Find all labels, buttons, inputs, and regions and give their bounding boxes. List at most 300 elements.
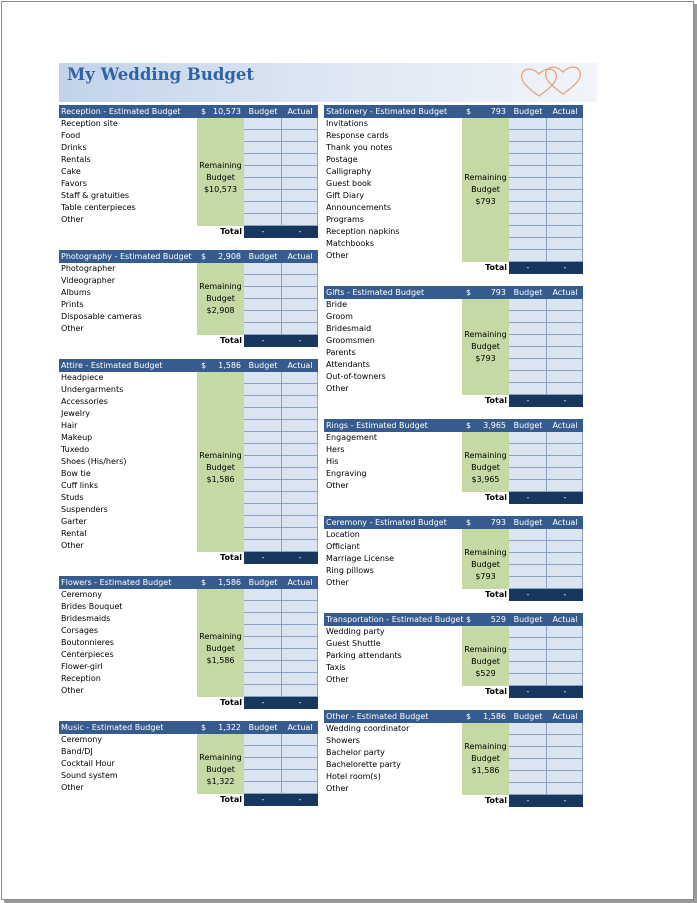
line-item-label: Sound system bbox=[61, 771, 118, 780]
actual-cell[interactable] bbox=[282, 372, 318, 384]
budget-total-cell: - bbox=[509, 795, 547, 807]
budget-row bbox=[59, 299, 318, 311]
section-header bbox=[324, 419, 583, 432]
budget-row bbox=[324, 178, 583, 190]
actual-cell[interactable] bbox=[547, 335, 583, 347]
remaining-label: Remaining bbox=[464, 173, 507, 182]
budget-cell[interactable] bbox=[509, 444, 547, 456]
total-label: Total bbox=[485, 590, 507, 599]
total-row bbox=[324, 589, 583, 601]
actual-cell[interactable] bbox=[547, 662, 583, 674]
line-item-label: Undergarments bbox=[61, 385, 124, 394]
line-item-label: Bridesmaid bbox=[326, 324, 372, 333]
actual-cell[interactable] bbox=[282, 130, 318, 142]
budget-cell[interactable] bbox=[509, 468, 547, 480]
actual-cell[interactable] bbox=[547, 432, 583, 444]
actual-column-header: Actual bbox=[552, 712, 578, 721]
total-row bbox=[59, 335, 318, 347]
actual-cell[interactable] bbox=[282, 214, 318, 226]
total-row bbox=[324, 492, 583, 504]
budget-cell[interactable] bbox=[509, 759, 547, 771]
budget-cell[interactable] bbox=[244, 444, 282, 456]
actual-cell[interactable] bbox=[282, 444, 318, 456]
estimated-amount: 3,965 bbox=[483, 421, 506, 430]
actual-cell[interactable] bbox=[547, 202, 583, 214]
actual-cell[interactable] bbox=[547, 456, 583, 468]
budget-cell[interactable] bbox=[509, 577, 547, 589]
line-item-label: Hers bbox=[326, 445, 345, 454]
budget-cell[interactable] bbox=[509, 674, 547, 686]
actual-cell[interactable] bbox=[282, 649, 318, 661]
budget-row bbox=[59, 311, 318, 323]
budget-cell[interactable] bbox=[509, 299, 547, 311]
actual-cell[interactable] bbox=[282, 504, 318, 516]
actual-cell[interactable] bbox=[547, 166, 583, 178]
line-item-label: Prints bbox=[61, 300, 84, 309]
line-item-label: Accessories bbox=[61, 397, 108, 406]
section-body bbox=[59, 589, 318, 697]
budget-row bbox=[59, 601, 318, 613]
line-item-label: Ceremony bbox=[61, 590, 103, 599]
budget-cell[interactable] bbox=[244, 504, 282, 516]
actual-cell[interactable] bbox=[547, 650, 583, 662]
budget-row bbox=[324, 650, 583, 662]
actual-cell[interactable] bbox=[282, 420, 318, 432]
actual-cell[interactable] bbox=[547, 783, 583, 795]
remaining-amount: $1,586 bbox=[471, 766, 500, 775]
budget-cell[interactable] bbox=[244, 734, 282, 746]
line-item-label: Announcements bbox=[326, 203, 392, 212]
actual-cell[interactable] bbox=[282, 770, 318, 782]
budget-cell[interactable] bbox=[244, 540, 282, 552]
actual-cell[interactable] bbox=[547, 214, 583, 226]
budget-row bbox=[59, 637, 318, 649]
currency-symbol: $ bbox=[466, 615, 472, 624]
budget-cell[interactable] bbox=[244, 480, 282, 492]
actual-cell[interactable] bbox=[282, 685, 318, 697]
actual-cell[interactable] bbox=[547, 359, 583, 371]
actual-column-header: Actual bbox=[552, 615, 578, 624]
actual-cell[interactable] bbox=[282, 456, 318, 468]
budget-cell[interactable] bbox=[244, 263, 282, 275]
budget-row bbox=[324, 565, 583, 577]
budget-label: Budget bbox=[206, 173, 235, 182]
budget-cell[interactable] bbox=[244, 685, 282, 697]
section-name: Other - Estimated Budget bbox=[326, 712, 429, 721]
budget-cell[interactable] bbox=[244, 649, 282, 661]
budget-cell[interactable] bbox=[509, 238, 547, 250]
estimated-amount: 1,586 bbox=[218, 361, 241, 370]
budget-cell[interactable] bbox=[509, 553, 547, 565]
actual-cell[interactable] bbox=[547, 118, 583, 130]
budget-row bbox=[324, 311, 583, 323]
actual-cell[interactable] bbox=[547, 735, 583, 747]
budget-cell[interactable] bbox=[509, 154, 547, 166]
actual-cell[interactable] bbox=[282, 613, 318, 625]
remaining-amount: $793 bbox=[475, 572, 496, 581]
currency-symbol: $ bbox=[466, 107, 472, 116]
budget-cell[interactable] bbox=[509, 529, 547, 541]
budget-row bbox=[59, 625, 318, 637]
estimated-amount: 1,586 bbox=[483, 712, 506, 721]
line-item-label: Engagement bbox=[326, 433, 378, 442]
actual-cell[interactable] bbox=[547, 723, 583, 735]
actual-cell[interactable] bbox=[547, 529, 583, 541]
actual-cell[interactable] bbox=[282, 746, 318, 758]
section-header bbox=[324, 105, 583, 118]
budget-cell[interactable] bbox=[509, 480, 547, 492]
section-name: Flowers - Estimated Budget bbox=[61, 578, 172, 587]
budget-row bbox=[324, 626, 583, 638]
budget-cell[interactable] bbox=[509, 783, 547, 795]
actual-cell[interactable] bbox=[547, 674, 583, 686]
budget-cell[interactable] bbox=[509, 432, 547, 444]
budget-row bbox=[324, 662, 583, 674]
actual-total-cell: - bbox=[547, 262, 583, 274]
section-other bbox=[324, 710, 583, 807]
section-body bbox=[324, 299, 583, 395]
actual-cell[interactable] bbox=[547, 577, 583, 589]
budget-total-cell: - bbox=[509, 262, 547, 274]
actual-cell[interactable] bbox=[282, 625, 318, 637]
budget-row bbox=[59, 396, 318, 408]
actual-cell[interactable] bbox=[282, 528, 318, 540]
estimated-amount: 2,908 bbox=[218, 252, 241, 261]
actual-cell[interactable] bbox=[282, 323, 318, 335]
budget-cell[interactable] bbox=[509, 383, 547, 395]
budget-row bbox=[59, 685, 318, 697]
line-item-label: Guest book bbox=[326, 179, 372, 188]
line-item-label: Bride bbox=[326, 300, 347, 309]
budget-cell[interactable] bbox=[244, 770, 282, 782]
actual-cell[interactable] bbox=[547, 226, 583, 238]
budget-cell[interactable] bbox=[509, 202, 547, 214]
budget-label: Budget bbox=[471, 754, 500, 763]
section-header bbox=[59, 105, 318, 118]
budget-cell[interactable] bbox=[509, 142, 547, 154]
section-name: Transportation - Estimated Budget bbox=[326, 615, 464, 624]
budget-cell[interactable] bbox=[244, 384, 282, 396]
remaining-amount: $2,908 bbox=[206, 306, 235, 315]
estimated-amount: 793 bbox=[490, 518, 506, 527]
budget-cell[interactable] bbox=[509, 323, 547, 335]
budget-cell[interactable] bbox=[509, 662, 547, 674]
section-header bbox=[59, 359, 318, 372]
budget-cell[interactable] bbox=[244, 190, 282, 202]
actual-cell[interactable] bbox=[282, 601, 318, 613]
line-item-label: Groom bbox=[326, 312, 353, 321]
actual-cell[interactable] bbox=[282, 287, 318, 299]
remaining-amount: $3,965 bbox=[471, 475, 500, 484]
section-photography bbox=[59, 250, 318, 347]
budget-row bbox=[324, 783, 583, 795]
budget-row bbox=[59, 661, 318, 673]
actual-cell[interactable] bbox=[547, 347, 583, 359]
budget-row bbox=[59, 275, 318, 287]
budget-cell[interactable] bbox=[509, 214, 547, 226]
budget-total-cell: - bbox=[244, 335, 282, 347]
section-name: Ceremony - Estimated Budget bbox=[326, 518, 447, 527]
budget-row bbox=[324, 735, 583, 747]
actual-cell[interactable] bbox=[282, 118, 318, 130]
budget-label: Budget bbox=[471, 342, 500, 351]
budget-cell[interactable] bbox=[244, 142, 282, 154]
total-row bbox=[59, 794, 318, 806]
budget-row bbox=[59, 408, 318, 420]
budget-cell[interactable] bbox=[509, 118, 547, 130]
budget-row bbox=[59, 504, 318, 516]
section-transportation bbox=[324, 613, 583, 698]
budget-cell[interactable] bbox=[509, 166, 547, 178]
budget-cell[interactable] bbox=[509, 723, 547, 735]
section-body bbox=[59, 263, 318, 335]
budget-cell[interactable] bbox=[509, 347, 547, 359]
actual-cell[interactable] bbox=[547, 154, 583, 166]
line-item-label: Suspenders bbox=[61, 505, 108, 514]
actual-cell[interactable] bbox=[282, 589, 318, 601]
actual-cell[interactable] bbox=[282, 673, 318, 685]
budget-cell[interactable] bbox=[244, 782, 282, 794]
actual-cell[interactable] bbox=[547, 178, 583, 190]
budget-row bbox=[324, 190, 583, 202]
budget-cell[interactable] bbox=[244, 323, 282, 335]
budget-cell[interactable] bbox=[244, 746, 282, 758]
actual-cell[interactable] bbox=[282, 384, 318, 396]
actual-cell[interactable] bbox=[282, 263, 318, 275]
budget-cell[interactable] bbox=[244, 528, 282, 540]
actual-cell[interactable] bbox=[282, 492, 318, 504]
budget-cell[interactable] bbox=[244, 432, 282, 444]
section-stationery bbox=[324, 105, 583, 274]
budget-cell[interactable] bbox=[509, 359, 547, 371]
line-item-label: His bbox=[326, 457, 339, 466]
actual-column-header: Actual bbox=[552, 107, 578, 116]
budget-row bbox=[59, 528, 318, 540]
budget-cell[interactable] bbox=[244, 589, 282, 601]
budget-cell[interactable] bbox=[244, 396, 282, 408]
actual-cell[interactable] bbox=[282, 142, 318, 154]
budget-cell[interactable] bbox=[509, 747, 547, 759]
actual-column-header: Actual bbox=[287, 578, 313, 587]
budget-cell[interactable] bbox=[509, 650, 547, 662]
line-item-label: Groomsmen bbox=[326, 336, 375, 345]
budget-row bbox=[59, 746, 318, 758]
budget-total-cell: - bbox=[244, 794, 282, 806]
budget-cell[interactable] bbox=[244, 601, 282, 613]
budget-cell[interactable] bbox=[244, 118, 282, 130]
actual-cell[interactable] bbox=[547, 480, 583, 492]
budget-cell[interactable] bbox=[509, 335, 547, 347]
budget-column-header: Budget bbox=[513, 421, 543, 430]
line-item-label: Reception site bbox=[61, 119, 118, 128]
budget-row bbox=[324, 444, 583, 456]
actual-cell[interactable] bbox=[282, 299, 318, 311]
actual-cell[interactable] bbox=[282, 396, 318, 408]
budget-label: Budget bbox=[206, 294, 235, 303]
total-row bbox=[59, 226, 318, 238]
line-item-label: Bow tie bbox=[61, 469, 91, 478]
budget-cell[interactable] bbox=[244, 287, 282, 299]
actual-cell[interactable] bbox=[547, 444, 583, 456]
budget-cell[interactable] bbox=[509, 771, 547, 783]
actual-cell[interactable] bbox=[547, 565, 583, 577]
line-item-label: Other bbox=[61, 215, 84, 224]
line-item-label: Tuxedo bbox=[61, 445, 90, 454]
actual-cell[interactable] bbox=[547, 553, 583, 565]
budget-cell[interactable] bbox=[244, 661, 282, 673]
budget-row bbox=[59, 516, 318, 528]
budget-cell[interactable] bbox=[244, 673, 282, 685]
budget-cell[interactable] bbox=[509, 565, 547, 577]
actual-cell[interactable] bbox=[547, 250, 583, 262]
line-item-label: Gift Diary bbox=[326, 191, 365, 200]
budget-row bbox=[324, 166, 583, 178]
budget-column-header: Budget bbox=[513, 107, 543, 116]
actual-cell[interactable] bbox=[547, 383, 583, 395]
total-row bbox=[324, 395, 583, 407]
budget-column-header: Budget bbox=[513, 518, 543, 527]
actual-cell[interactable] bbox=[282, 480, 318, 492]
actual-cell[interactable] bbox=[282, 178, 318, 190]
budget-cell[interactable] bbox=[244, 420, 282, 432]
budget-row bbox=[324, 299, 583, 311]
budget-cell[interactable] bbox=[244, 758, 282, 770]
actual-cell[interactable] bbox=[282, 408, 318, 420]
actual-column-header: Actual bbox=[287, 361, 313, 370]
budget-cell[interactable] bbox=[244, 166, 282, 178]
actual-cell[interactable] bbox=[547, 299, 583, 311]
budget-cell[interactable] bbox=[244, 637, 282, 649]
budget-cell[interactable] bbox=[509, 541, 547, 553]
actual-cell[interactable] bbox=[547, 626, 583, 638]
actual-cell[interactable] bbox=[547, 759, 583, 771]
budget-cell[interactable] bbox=[509, 250, 547, 262]
budget-cell[interactable] bbox=[244, 311, 282, 323]
estimated-amount: 793 bbox=[490, 107, 506, 116]
line-item-label: Other bbox=[61, 783, 84, 792]
actual-cell[interactable] bbox=[547, 747, 583, 759]
budget-row bbox=[59, 468, 318, 480]
budget-cell[interactable] bbox=[244, 516, 282, 528]
actual-cell[interactable] bbox=[282, 661, 318, 673]
section-music bbox=[59, 721, 318, 806]
line-item-label: Cuff links bbox=[61, 481, 99, 490]
budget-cell[interactable] bbox=[244, 214, 282, 226]
actual-cell[interactable] bbox=[547, 468, 583, 480]
actual-cell[interactable] bbox=[547, 638, 583, 650]
budget-cell[interactable] bbox=[244, 468, 282, 480]
budget-cell[interactable] bbox=[509, 226, 547, 238]
budget-label: Budget bbox=[206, 765, 235, 774]
budget-cell[interactable] bbox=[244, 178, 282, 190]
budget-cell[interactable] bbox=[509, 371, 547, 383]
actual-cell[interactable] bbox=[547, 323, 583, 335]
budget-cell[interactable] bbox=[244, 492, 282, 504]
actual-column-header: Actual bbox=[552, 288, 578, 297]
budget-cell[interactable] bbox=[244, 408, 282, 420]
budget-cell[interactable] bbox=[244, 613, 282, 625]
hearts-icon bbox=[517, 65, 593, 99]
line-item-label: Calligraphy bbox=[326, 167, 372, 176]
budget-cell[interactable] bbox=[509, 190, 547, 202]
actual-cell[interactable] bbox=[282, 468, 318, 480]
budget-row bbox=[59, 420, 318, 432]
actual-cell[interactable] bbox=[547, 371, 583, 383]
budget-cell[interactable] bbox=[509, 178, 547, 190]
budget-row bbox=[59, 384, 318, 396]
budget-column-header: Budget bbox=[248, 723, 278, 732]
actual-total-cell: - bbox=[282, 794, 318, 806]
budget-cell[interactable] bbox=[509, 638, 547, 650]
line-item-label: Garter bbox=[61, 517, 87, 526]
budget-row bbox=[59, 782, 318, 794]
actual-cell[interactable] bbox=[282, 166, 318, 178]
budget-cell[interactable] bbox=[244, 299, 282, 311]
line-item-label: Officiant bbox=[326, 542, 360, 551]
actual-cell[interactable] bbox=[282, 432, 318, 444]
section-name: Music - Estimated Budget bbox=[61, 723, 164, 732]
actual-cell[interactable] bbox=[547, 142, 583, 154]
actual-cell[interactable] bbox=[282, 758, 318, 770]
total-label: Total bbox=[220, 227, 242, 236]
actual-cell[interactable] bbox=[282, 540, 318, 552]
actual-cell[interactable] bbox=[282, 637, 318, 649]
budget-cell[interactable] bbox=[509, 311, 547, 323]
budget-cell[interactable] bbox=[244, 202, 282, 214]
actual-cell[interactable] bbox=[282, 154, 318, 166]
estimated-amount: 529 bbox=[490, 615, 506, 624]
budget-cell[interactable] bbox=[244, 625, 282, 637]
actual-cell[interactable] bbox=[282, 275, 318, 287]
actual-cell[interactable] bbox=[282, 516, 318, 528]
budget-label: Budget bbox=[471, 657, 500, 666]
budget-row bbox=[59, 492, 318, 504]
budget-cell[interactable] bbox=[244, 130, 282, 142]
budget-cell[interactable] bbox=[509, 130, 547, 142]
actual-cell[interactable] bbox=[547, 130, 583, 142]
actual-cell[interactable] bbox=[282, 734, 318, 746]
total-label: Total bbox=[220, 795, 242, 804]
remaining-amount: $1,586 bbox=[206, 656, 235, 665]
actual-cell[interactable] bbox=[282, 202, 318, 214]
budget-cell[interactable] bbox=[244, 275, 282, 287]
actual-cell[interactable] bbox=[282, 782, 318, 794]
budget-cell[interactable] bbox=[244, 154, 282, 166]
actual-cell[interactable] bbox=[547, 190, 583, 202]
budget-cell[interactable] bbox=[244, 456, 282, 468]
actual-cell[interactable] bbox=[547, 238, 583, 250]
line-item-label: Other bbox=[326, 481, 349, 490]
actual-cell[interactable] bbox=[547, 771, 583, 783]
budget-row bbox=[324, 226, 583, 238]
budget-cell[interactable] bbox=[509, 626, 547, 638]
section-body bbox=[324, 118, 583, 262]
estimated-amount: 793 bbox=[490, 288, 506, 297]
budget-total-cell: - bbox=[244, 697, 282, 709]
currency-symbol: $ bbox=[201, 723, 207, 732]
budget-cell[interactable] bbox=[509, 456, 547, 468]
actual-cell[interactable] bbox=[282, 190, 318, 202]
total-label: Total bbox=[485, 493, 507, 502]
budget-cell[interactable] bbox=[509, 735, 547, 747]
budget-total-cell: - bbox=[244, 552, 282, 564]
actual-cell[interactable] bbox=[282, 311, 318, 323]
line-item-label: Centerpieces bbox=[61, 650, 114, 659]
budget-cell[interactable] bbox=[244, 372, 282, 384]
actual-cell[interactable] bbox=[547, 541, 583, 553]
actual-cell[interactable] bbox=[547, 311, 583, 323]
actual-column-header: Actual bbox=[552, 421, 578, 430]
